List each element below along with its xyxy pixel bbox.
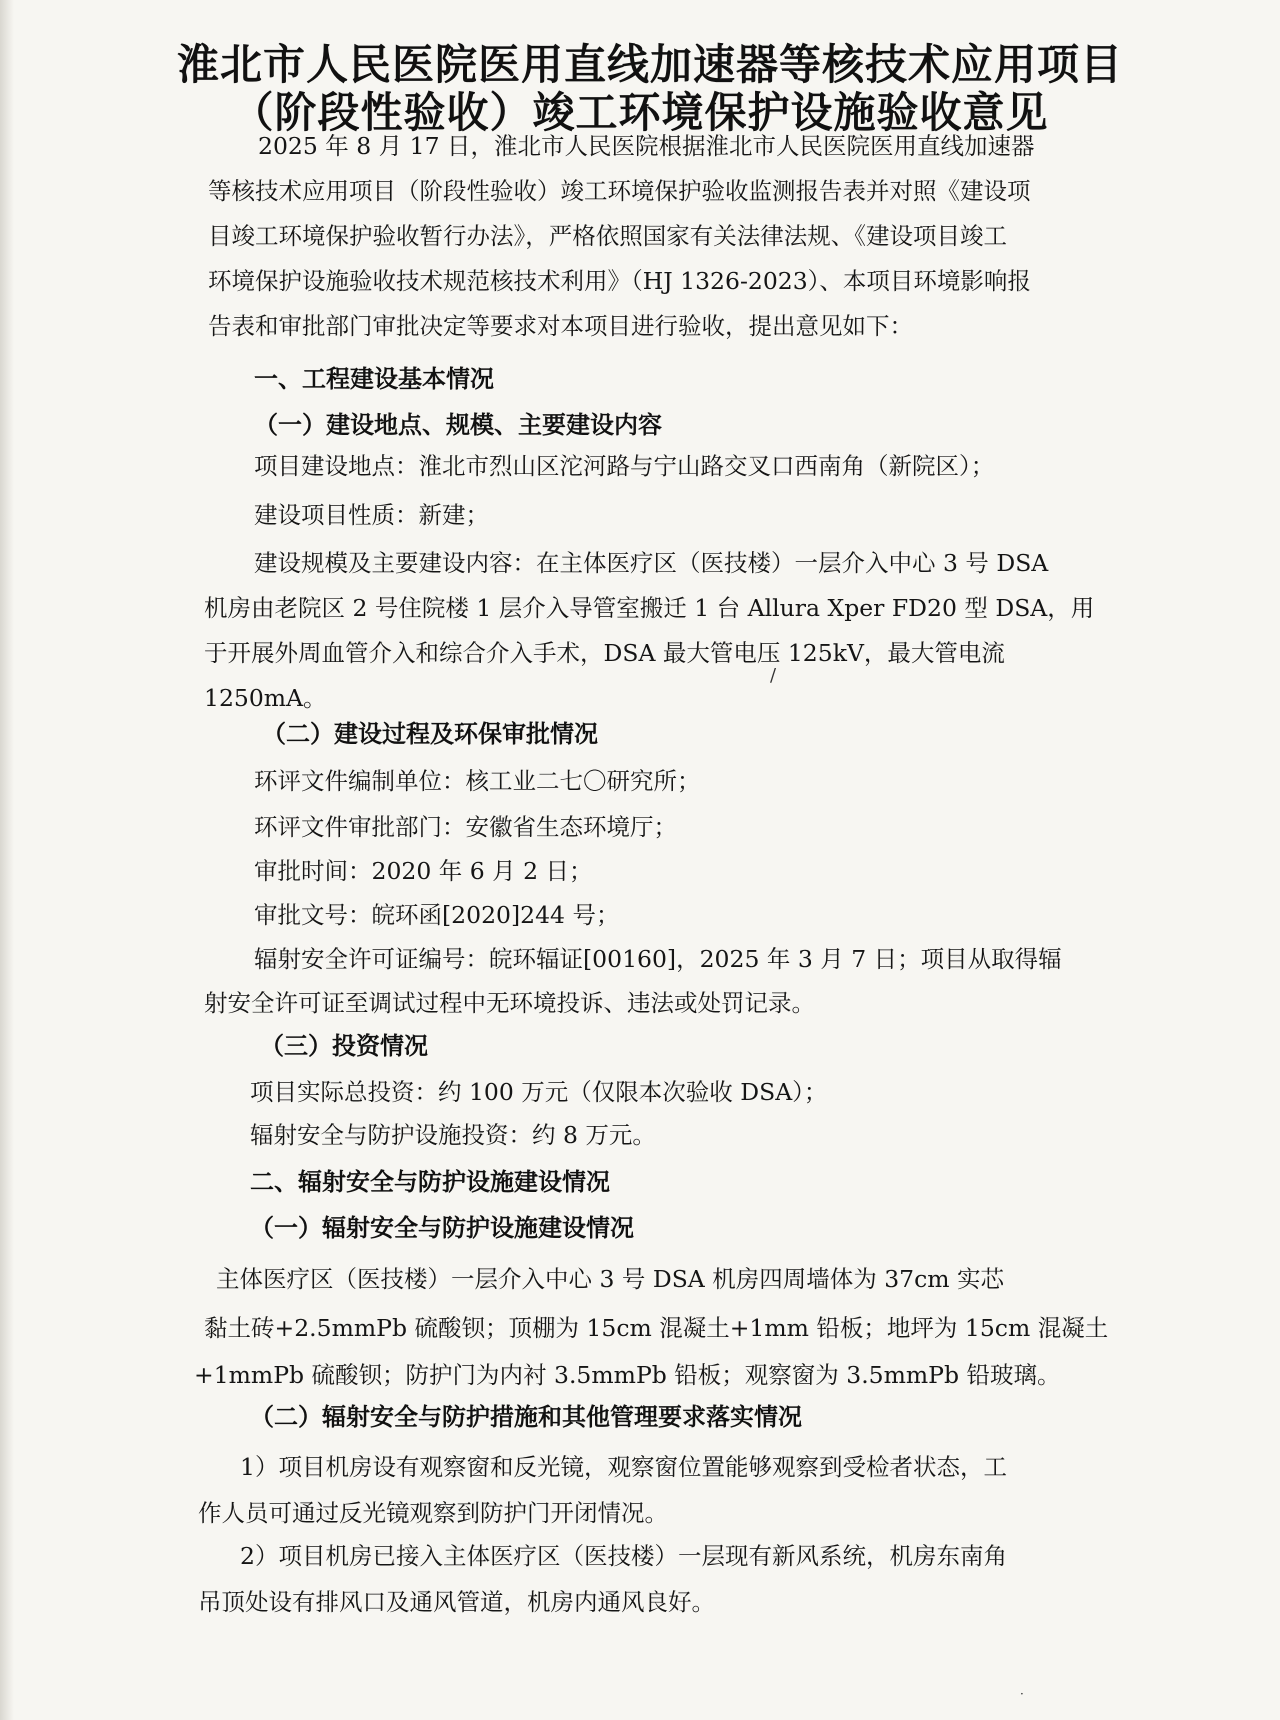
eia-unit-line: 环评文件编制单位：核工业二七〇研究所； [254, 767, 701, 795]
intro-line: 环境保护设施验收技术规范核技术利用》（HJ 1326-2023）、本项目环境影响报 [208, 267, 1031, 295]
subsection-heading: （一）辐射安全与防护设施建设情况 [250, 1214, 634, 1242]
intro-line: 等核技术应用项目（阶段性验收）竣工环境保护验收监测报告表并对照《建设项 [208, 177, 1031, 205]
license-line: 射安全许可证至调试过程中无环境投诉、违法或处罚记录。 [204, 989, 815, 1017]
license-line: 辐射安全许可证编号：皖环辐证[00160]，2025 年 3 月 7 日；项目从取得辐 [254, 945, 1062, 973]
intro-line: 2025 年 8 月 17 日，淮北市人民医院根据淮北市人民医院医用直线加速器 [258, 132, 1035, 160]
item-2-line: 吊顶处设有排风口及通风管道，机房内通风良好。 [198, 1588, 715, 1616]
intro-line: 告表和审批部门审批决定等要求对本项目进行验收，提出意见如下： [208, 312, 913, 340]
subsection-heading: （二）辐射安全与防护措施和其他管理要求落实情况 [250, 1403, 802, 1431]
safety-investment-line: 辐射安全与防护设施投资：约 8 万元。 [250, 1121, 656, 1149]
scale-line: 建设规模及主要建设内容：在主体医疗区（医技楼）一层介入中心 3 号 DSA [254, 549, 1049, 577]
intro-line: 目竣工环境保护验收暂行办法》，严格依照国家有关法律法规、《建设项目竣工 [208, 222, 1007, 250]
subsection-heading: （三）投资情况 [260, 1032, 428, 1060]
shielding-line: +1mmPb 硫酸钡；防护门为内衬 3.5mmPb 铅板；观察窗为 3.5mmPb 铅玻璃。 [194, 1361, 1061, 1389]
shielding-line: 主体医疗区（医技楼）一层介入中心 3 号 DSA 机房四周墙体为 37cm 实芯 [216, 1265, 1005, 1293]
total-investment-line: 项目实际总投资：约 100 万元（仅限本次验收 DSA）； [250, 1078, 828, 1106]
location-line: 项目建设地点：淮北市烈山区沱河路与宁山路交叉口西南角（新院区）； [254, 452, 995, 480]
subsection-heading: （一）建设地点、规模、主要建设内容 [254, 411, 662, 439]
approval-date-line: 审批时间：2020 年 6 月 2 日； [254, 857, 593, 885]
scale-line: 机房由老院区 2 号住院楼 1 层介入导管室搬迁 1 台 Allura Xper FD20 型 DSA，用 [204, 594, 1095, 622]
subsection-heading: （二）建设过程及环保审批情况 [262, 720, 598, 748]
document-title-line-2: （阶段性验收）竣工环境保护设施验收意见 [231, 88, 1049, 137]
section-heading: 一、工程建设基本情况 [254, 365, 494, 393]
eia-dept-line: 环评文件审批部门：安徽省生态环境厅； [254, 813, 677, 841]
item-1-line: 1）项目机房设有观察窗和反光镜，观察窗位置能够观察到受检者状态，工 [240, 1453, 1007, 1481]
item-2-line: 2）项目机房已接入主体医疗区（医技楼）一层现有新风系统，机房东南角 [240, 1542, 1007, 1570]
section-heading: 二、辐射安全与防护设施建设情况 [250, 1168, 610, 1196]
document-title-line-1: 淮北市人民医院医用直线加速器等核技术应用项目 [176, 40, 1123, 89]
nature-line: 建设项目性质：新建； [254, 501, 489, 529]
scan-speck: · [1020, 1687, 1024, 1701]
scale-line: 1250mA。 [204, 684, 327, 712]
scale-line: 于开展外周血管介入和综合介入手术，DSA 最大管电压 125kV，最大管电流 [204, 639, 1005, 667]
scan-edge-shadow [0, 0, 14, 1720]
item-1-line: 作人员可通过反光镜观察到防护门开闭情况。 [198, 1499, 668, 1527]
shielding-line: 黏土砖+2.5mmPb 硫酸钡；顶棚为 15cm 混凝土+1mm 铅板；地坪为 15cm 混凝土 [204, 1314, 1109, 1342]
scan-speck: / [770, 665, 777, 686]
approval-no-line: 审批文号：皖环函[2020]244 号； [254, 901, 620, 929]
